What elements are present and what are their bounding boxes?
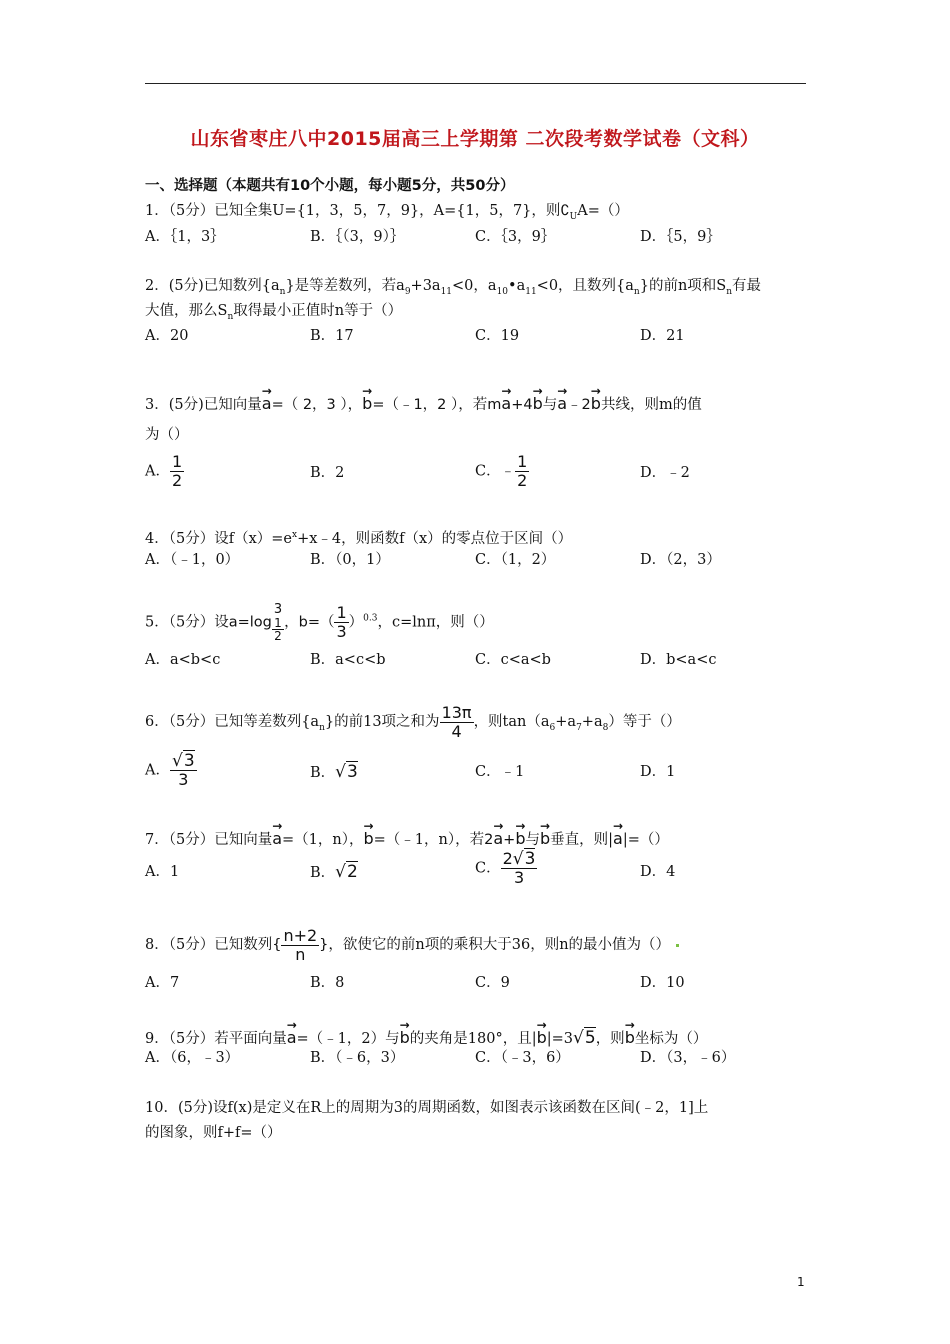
q5-option-b: B．a<c<b	[310, 652, 386, 668]
q8-option-d: D．10	[640, 975, 685, 991]
q6-option-c: C．﹣1	[475, 764, 525, 780]
vector-b: → b	[591, 388, 601, 414]
question-3-line2: 为（）	[145, 427, 189, 443]
q3-option-c: C．﹣ $\frac{1}{2}$	[475, 452, 528, 490]
q3-option-a: A． $\frac{1}{2}$	[145, 452, 183, 490]
question-10-line1: 10．(5分)设f(x)是定义在R上的周期为3的周期函数，如图表示该函数在区间(﹣2，1]上	[145, 1100, 709, 1116]
header-rule	[145, 83, 806, 84]
vector-b: → b	[363, 823, 373, 849]
q1-option-c: C．｛3，9｝	[475, 229, 556, 245]
vector-b: → b	[533, 388, 543, 414]
q4-option-d: D．（2，3）	[640, 552, 721, 568]
q4-option-c: C．（1，2）	[475, 552, 556, 568]
question-7: 7．（5分）已知向量→ a=（1，n），→ b=（﹣1，n），若2→ a+→ b与→ b垂直，则|→ a|=（）	[145, 823, 669, 850]
vector-b: → b	[515, 823, 525, 849]
section-heading: 一、选择题（本题共有10个小题，每小题5分，共50分）	[145, 178, 515, 194]
q3-option-b: B．2	[310, 465, 345, 481]
question-3-line1: 3．(5分)已知向量→ a=（ 2，3 ），→ b=（﹣1，2 ），若m→ a+4→ b与→ a﹣2→ b共线，则m的值	[145, 388, 702, 415]
q6-option-a: A． $\frac{√3}{3}$	[145, 751, 195, 789]
question-5: 5．（5分）设a=log 3 $\frac{1}{2}$ ，b=（ $\frac{1}{3}$ ）$^{0.3}$，c=lnπ，则（）	[145, 602, 494, 643]
q1-option-b: B．｛（3，9）｝	[310, 229, 405, 245]
q2-option-d: D．21	[640, 328, 685, 344]
q1-option-a: A．｛1，3｝	[145, 229, 225, 245]
vector-a: → a	[501, 388, 511, 414]
vector-a: → a	[557, 388, 567, 414]
q6-option-d: D．1	[640, 764, 676, 780]
page-number: 1	[797, 1275, 805, 1289]
vector-b: → b	[362, 388, 372, 414]
q8-option-a: A．7	[145, 975, 180, 991]
question-10-line2: 的图象，则f+f=（）	[145, 1125, 282, 1141]
vector-b: → b	[540, 823, 550, 849]
question-4: 4．（5分）设$f(x)=e^x+x﹣4$，则函数f（x）的零点位于区间（）	[145, 530, 573, 547]
q2-option-c: C．19	[475, 328, 520, 344]
vector-b: → b	[400, 1022, 410, 1048]
vector-a: → a	[287, 1022, 297, 1048]
q3-option-d: D．﹣2	[640, 465, 690, 481]
q9-option-b: B．（﹣6，3）	[310, 1050, 405, 1066]
question-6: 6．（5分）已知等差数列$\{a_n\}$的前13项之和为 $\frac{13\pi}{4}$ ，则$\tan(a_6+a_7+a_8)$等于（）	[145, 702, 681, 741]
question-8: 8．（5分）已知数列{ $\frac{n+2}{n}$ }，欲使它的前n项的乘积大于36，则n的最小值为（）	[145, 925, 679, 965]
vector-b: → b	[537, 1022, 547, 1048]
q8-option-c: C．9	[475, 975, 510, 991]
q6-option-b: B．√3	[310, 762, 358, 782]
question-2-line1: 2．(5分)已知数列$\{a_n\}$是等差数列，若$a_9+3a_{11}<0$，$a_{10}•a_{11}<0$，且数列$\{a_n\}$的前n项和$S_n$有最	[145, 278, 762, 297]
question-2-line2: 大值，那么$S_n$取得最小正值时n等于（）	[145, 303, 403, 322]
q1-option-d: D．｛5，9｝	[640, 229, 721, 245]
q8-option-b: B．8	[310, 975, 345, 991]
question-9: 9．（5分）若平面向量→ a=（﹣1，2）与→ b的夹角是180°，且|→ b|=3√5，则→ b坐标为（）	[145, 1022, 707, 1049]
q7-option-d: D．4	[640, 864, 676, 880]
q4-option-a: A．（﹣1，0）	[145, 552, 240, 568]
q5-option-d: D．b<a<c	[640, 652, 717, 668]
q7-option-a: A．1	[145, 864, 180, 880]
q5-option-a: A．a<b<c	[145, 652, 221, 668]
marker-dot	[676, 944, 679, 947]
q9-option-d: D．（3，﹣6）	[640, 1050, 736, 1066]
q4-option-b: B．（0，1）	[310, 552, 390, 568]
page-title: 山东省枣庄八中2015届高三上学期第 二次段考数学试卷（文科）	[190, 128, 760, 150]
vector-a: → a	[493, 823, 503, 849]
vector-a: → a	[613, 823, 623, 849]
q7-option-b: B．√2	[310, 862, 358, 882]
q9-option-c: C．（﹣3，6）	[475, 1050, 570, 1066]
q7-option-c: C． $\frac{2√3}{3}$	[475, 849, 536, 887]
q9-option-a: A．（6，﹣3）	[145, 1050, 240, 1066]
q2-option-a: A．20	[145, 328, 189, 344]
q2-option-b: B．17	[310, 328, 354, 344]
q5-option-c: C．c<a<b	[475, 652, 551, 668]
vector-a: → a	[262, 388, 272, 414]
question-1: 1．（5分）已知全集U={1，3，5，7，9}，A={1，5，7}，则$∁_UA=()$	[145, 203, 629, 222]
vector-a: → a	[272, 823, 282, 849]
vector-b: → b	[625, 1022, 635, 1048]
